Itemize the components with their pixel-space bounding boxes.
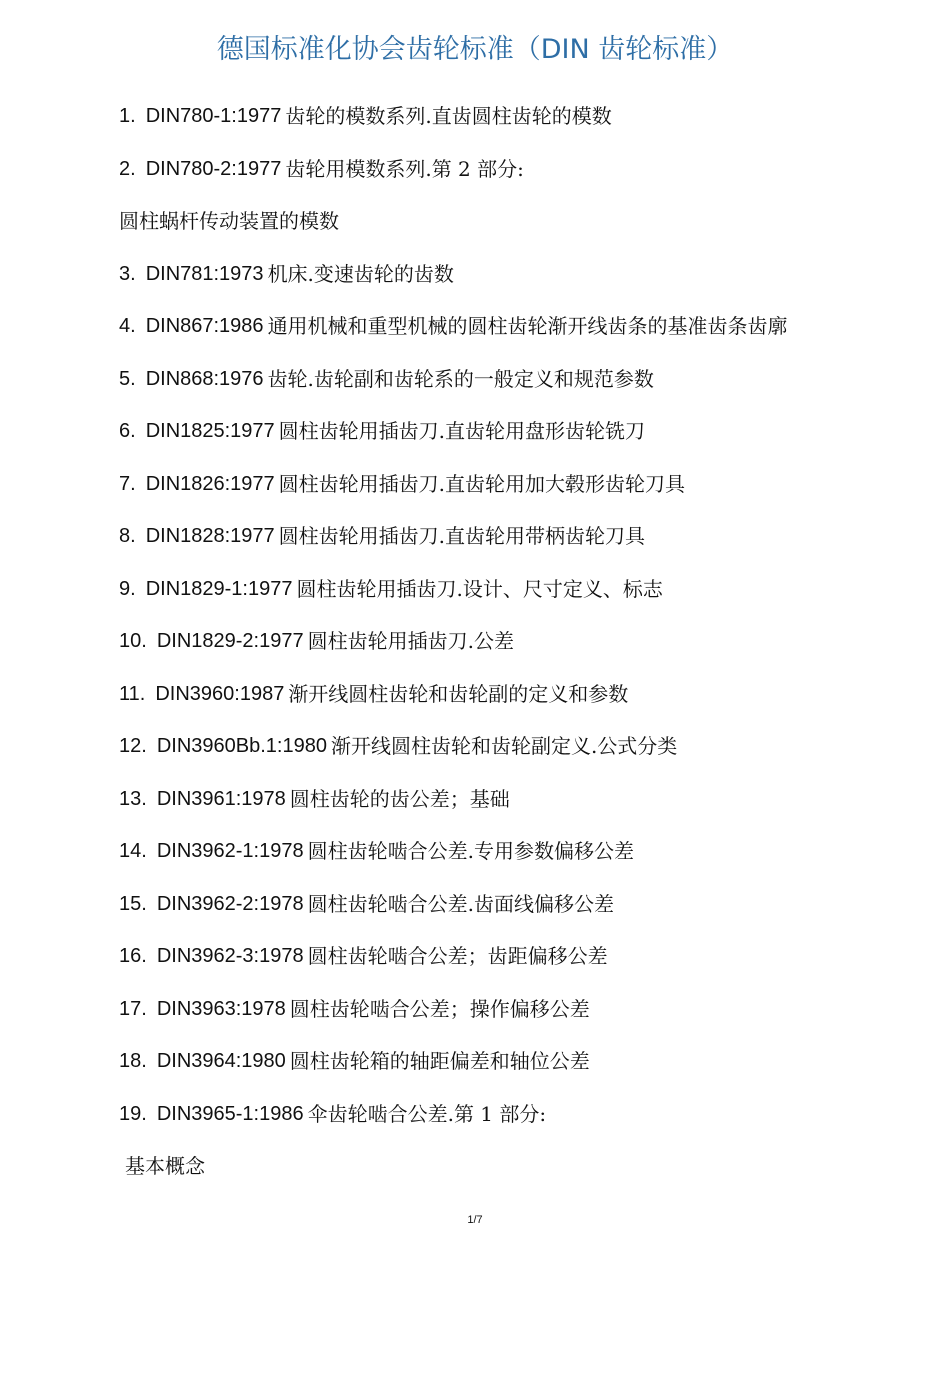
standard-code: DIN1826:1977 bbox=[145, 472, 275, 495]
standards-list bbox=[119, 90, 899, 1193]
list-item bbox=[119, 510, 899, 563]
list-item bbox=[119, 720, 899, 773]
standard-code: DIN3962-2:1978 bbox=[156, 892, 304, 915]
standard-code: DIN3965-1:1986 bbox=[156, 1102, 304, 1125]
standard-code: DIN780-2:1977 bbox=[145, 157, 282, 180]
list-item-number: 12. bbox=[119, 735, 147, 758]
list-item-number: 15. bbox=[119, 892, 147, 915]
list-item-number: 6. bbox=[119, 420, 136, 443]
list-item bbox=[119, 1035, 899, 1088]
standard-code: DIN780-1:1977 bbox=[145, 105, 282, 128]
standard-code: DIN3960:1987 bbox=[155, 682, 285, 705]
list-item bbox=[119, 300, 899, 353]
list-item bbox=[119, 983, 899, 1036]
standard-description: 机床.变速齿轮的齿数 bbox=[267, 261, 454, 286]
list-item-continuation bbox=[119, 195, 899, 248]
list-item-continuation bbox=[119, 1140, 899, 1193]
standard-description: 圆柱齿轮用插齿刀.公差 bbox=[307, 629, 514, 654]
standard-description-continued: 圆柱蜗杆传动装置的模数 bbox=[119, 209, 339, 234]
list-item-number: 17. bbox=[119, 997, 147, 1020]
list-item bbox=[119, 563, 899, 616]
standard-code: DIN781:1973 bbox=[145, 262, 264, 285]
list-item-number: 11. bbox=[119, 682, 146, 705]
list-item-number: 13. bbox=[119, 787, 147, 810]
list-item-number: 3. bbox=[119, 262, 136, 285]
standard-description: 通用机械和重型机械的圆柱齿轮渐开线齿条的基准齿条齿廓 bbox=[267, 314, 788, 339]
standard-code: DIN1829-1:1977 bbox=[145, 577, 293, 600]
list-item bbox=[119, 930, 899, 983]
list-item bbox=[119, 248, 899, 301]
standard-description: 圆柱齿轮啮合公差.齿面线偏移公差 bbox=[307, 891, 614, 916]
standard-description: 圆柱齿轮啮合公差.专用参数偏移公差 bbox=[307, 839, 634, 864]
document-title: 德国标准化协会齿轮标准（DIN 齿轮标准） bbox=[216, 34, 734, 65]
list-item-number: 8. bbox=[119, 525, 136, 548]
list-item bbox=[119, 90, 899, 143]
list-item-number: 18. bbox=[119, 1050, 147, 1073]
list-item-number: 14. bbox=[119, 840, 147, 863]
standard-description: 渐开线圆柱齿轮和齿轮副定义.公式分类 bbox=[330, 734, 678, 759]
standard-description-continued: 基本概念 bbox=[125, 1154, 205, 1179]
list-item bbox=[119, 458, 899, 511]
list-item bbox=[119, 773, 899, 826]
standard-description: 渐开线圆柱齿轮和齿轮副的定义和参数 bbox=[288, 681, 629, 706]
list-item-number: 16. bbox=[119, 945, 147, 968]
list-item bbox=[119, 878, 899, 931]
list-item bbox=[119, 143, 899, 196]
standard-code: DIN3960Bb.1:1980 bbox=[156, 735, 327, 758]
standard-code: DIN1825:1977 bbox=[145, 420, 275, 443]
list-item-number: 9. bbox=[119, 577, 136, 600]
list-item bbox=[119, 405, 899, 458]
list-item bbox=[119, 353, 899, 406]
standard-description: 圆柱齿轮的齿公差；基础 bbox=[289, 786, 510, 811]
standard-description: 齿轮用模数系列.第 2 部分: bbox=[285, 156, 524, 181]
list-item bbox=[119, 668, 899, 721]
standard-code: DIN867:1986 bbox=[145, 315, 264, 338]
standard-description: 圆柱齿轮用插齿刀.设计、尺寸定义、标志 bbox=[296, 576, 663, 601]
standard-code: DIN1828:1977 bbox=[145, 525, 275, 548]
page-number: 1/7 bbox=[467, 1214, 483, 1226]
standard-description: 齿轮.齿轮副和齿轮系的一般定义和规范参数 bbox=[267, 366, 654, 391]
standard-description: 齿轮的模数系列.直齿圆柱齿轮的模数 bbox=[285, 104, 612, 129]
list-item-number: 2. bbox=[119, 157, 136, 180]
list-item-number: 19. bbox=[119, 1102, 147, 1125]
standard-code: DIN3962-3:1978 bbox=[156, 945, 304, 968]
list-item bbox=[119, 615, 899, 668]
list-item-number: 10. bbox=[119, 630, 147, 653]
standard-code: DIN1829-2:1977 bbox=[156, 630, 304, 653]
standard-description: 圆柱齿轮用插齿刀.直齿轮用加大毂形齿轮刀具 bbox=[278, 471, 686, 496]
standard-description: 圆柱齿轮箱的轴距偏差和轴位公差 bbox=[289, 1049, 590, 1074]
list-item bbox=[119, 1088, 899, 1141]
standard-code: DIN3961:1978 bbox=[156, 787, 286, 810]
standard-code: DIN868:1976 bbox=[145, 367, 264, 390]
list-item-number: 5. bbox=[119, 367, 136, 390]
standard-code: DIN3964:1980 bbox=[156, 1050, 286, 1073]
list-item-number: 7. bbox=[119, 472, 136, 495]
standard-description: 圆柱齿轮啮合公差；齿距偏移公差 bbox=[307, 944, 608, 969]
standard-code: DIN3962-1:1978 bbox=[156, 840, 304, 863]
list-item-number: 1. bbox=[119, 105, 136, 128]
standard-description: 圆柱齿轮啮合公差；操作偏移公差 bbox=[289, 996, 590, 1021]
standard-description: 圆柱齿轮用插齿刀.直齿轮用带柄齿轮刀具 bbox=[278, 524, 646, 549]
standard-code: DIN3963:1978 bbox=[156, 997, 286, 1020]
standard-description: 圆柱齿轮用插齿刀.直齿轮用盘形齿轮铣刀 bbox=[278, 419, 646, 444]
list-item bbox=[119, 825, 899, 878]
list-item-number: 4. bbox=[119, 315, 136, 338]
standard-description: 伞齿轮啮合公差.第 1 部分: bbox=[307, 1101, 547, 1126]
